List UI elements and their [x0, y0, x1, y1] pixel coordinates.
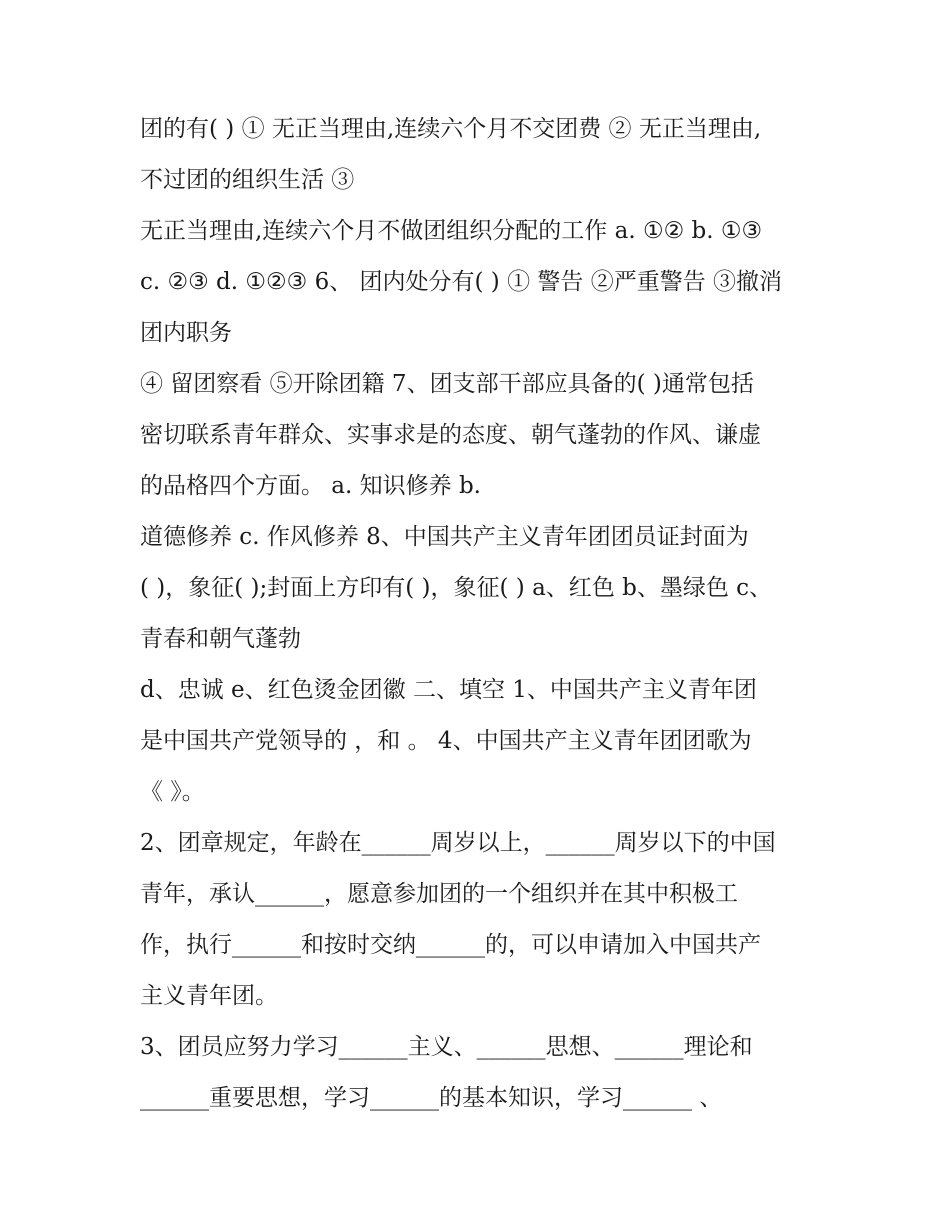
- text-line: 密切联系青年群众、实事求是的态度、朝气蓬勃的作风、谦虚: [140, 422, 761, 448]
- text-line: c. ②③ d. ①②③ 6、 团内处分有( ) ① 警告 ②严重警告 ③撤消: [140, 269, 783, 295]
- text-line: 《 》。: [140, 779, 205, 805]
- text-line: d、忠诚 e、红色烫金团徽 二、填空 1、中国共产主义青年团: [140, 677, 757, 703]
- text-line: 团的有( ) ① 无正当理由,连续六个月不交团费 ② 无正当理由,: [140, 116, 762, 142]
- text-line: 无正当理由,连续六个月不做团组织分配的工作 a. ①② b. ①③: [140, 218, 763, 244]
- text-line: ______重要思想，学习______的基本知识，学习______ 、: [140, 1085, 723, 1111]
- text-line: 青年，承认______，愿意参加团的一个组织并在其中积极工: [140, 881, 738, 907]
- text-line: 青春和朝气蓬勃: [140, 626, 301, 652]
- text-line: ( )，象征( );封面上方印有( )，象征( ) a、红色 b、墨绿色 c、: [140, 575, 773, 601]
- text-line: 道德修养 c. 作风修养 8、中国共产主义青年团团员证封面为: [140, 524, 749, 550]
- text-line: 的品格四个方面。 a. 知识修养 b.: [140, 473, 481, 499]
- text-line: 2、团章规定，年龄在______周岁以上，______周岁以下的中国: [140, 830, 776, 856]
- document-body: [140, 104, 820, 1124]
- text-line: 3、团员应努力学习______主义、______思想、______理论和: [140, 1034, 753, 1060]
- text-line: 团内职务: [140, 320, 232, 346]
- text-line: 主义青年团。: [140, 983, 278, 1009]
- text-line: ④ 留团察看 ⑤开除团籍 7、团支部干部应具备的( )通常包括: [140, 371, 754, 397]
- text-line: 是中国共产党领导的 ，和 。 4、中国共产主义青年团团歌为: [140, 728, 752, 754]
- text-line: 作，执行______和按时交纳______的，可以申请加入中国共产: [140, 932, 761, 958]
- text-line: 不过团的组织生活 ③: [140, 167, 355, 193]
